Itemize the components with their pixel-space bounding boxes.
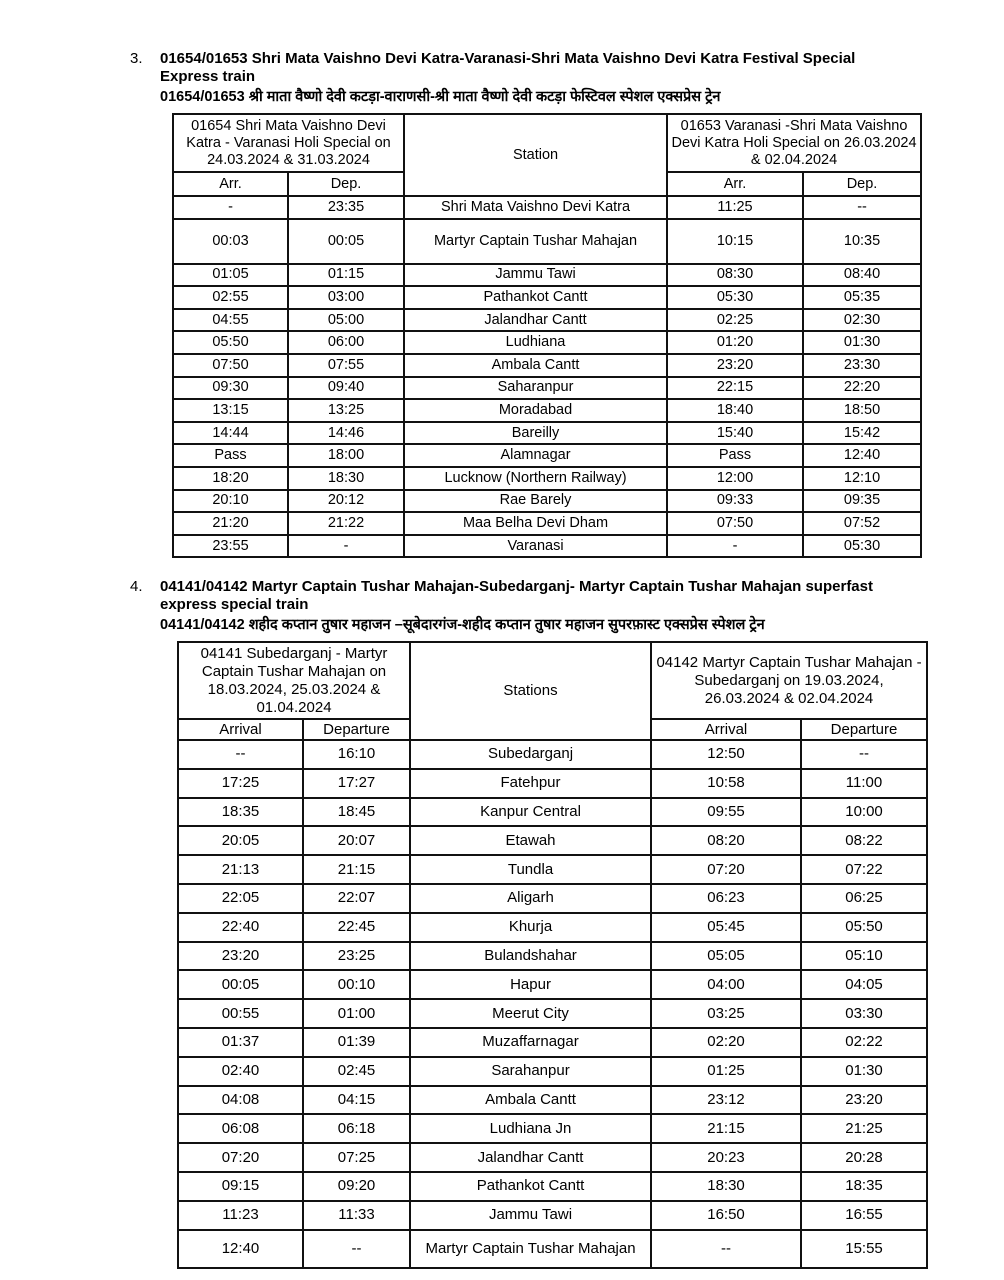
station-cell: Jalandhar Cantt — [410, 1143, 651, 1172]
arrival-cell: 04:55 — [173, 309, 288, 332]
table-row — [173, 377, 921, 400]
departure-cell: 10:35 — [803, 219, 921, 264]
table-row — [173, 354, 921, 377]
departure-cell: 22:20 — [803, 377, 921, 400]
arrival-cell: 22:05 — [178, 884, 303, 913]
arrival-cell: 21:13 — [178, 855, 303, 884]
departure-cell: 10:00 — [801, 798, 927, 827]
right-train-header: 04142 Martyr Captain Tushar Mahajan -Subedarganj on 19.03.2024, 26.03.2024 & 02.04.2024 — [651, 642, 927, 719]
departure-cell: 17:27 — [303, 769, 410, 798]
station-cell: Subedarganj — [410, 740, 651, 769]
departure-cell: 07:52 — [803, 512, 921, 535]
arrival-cell: 02:25 — [667, 309, 803, 332]
table-row — [173, 196, 921, 219]
arrival-cell: 02:55 — [173, 286, 288, 309]
departure-cell: 12:40 — [803, 444, 921, 467]
arrival-cell: 05:30 — [667, 286, 803, 309]
station-cell: Aligarh — [410, 884, 651, 913]
arrival-cell: 05:50 — [173, 331, 288, 354]
departure-cell: 02:45 — [303, 1057, 410, 1086]
table-row — [178, 999, 927, 1028]
arr-header: Arrival — [651, 719, 801, 740]
departure-cell: 05:50 — [801, 913, 927, 942]
dep-header: Dep. — [288, 172, 404, 196]
departure-cell: - — [288, 535, 404, 558]
table-row — [173, 264, 921, 287]
table-row — [178, 1057, 927, 1086]
station-cell: Pathankot Cantt — [404, 286, 667, 309]
station-cell: Martyr Captain Tushar Mahajan — [410, 1230, 651, 1268]
arrival-cell: 18:20 — [173, 467, 288, 490]
table-row — [178, 1086, 927, 1115]
arrival-cell: 04:00 — [651, 970, 801, 999]
station-cell: Khurja — [410, 913, 651, 942]
arrival-cell: 23:55 — [173, 535, 288, 558]
departure-cell: 01:30 — [803, 331, 921, 354]
departure-cell: 09:35 — [803, 490, 921, 513]
arrival-cell: Pass — [173, 444, 288, 467]
departure-cell: 06:00 — [288, 331, 404, 354]
station-cell: Jammu Tawi — [410, 1201, 651, 1230]
arrival-cell: 09:55 — [651, 798, 801, 827]
table-row — [173, 490, 921, 513]
arrival-cell: 18:35 — [178, 798, 303, 827]
arrival-cell: 12:40 — [178, 1230, 303, 1268]
table-row — [178, 913, 927, 942]
arrival-cell: - — [667, 535, 803, 558]
station-cell: Moradabad — [404, 399, 667, 422]
station-cell: Alamnagar — [404, 444, 667, 467]
station-cell: Muzaffarnagar — [410, 1028, 651, 1057]
table-row — [173, 467, 921, 490]
table-row — [178, 798, 927, 827]
dep-header: Departure — [303, 719, 410, 740]
arrival-cell: 22:40 — [178, 913, 303, 942]
station-cell: Martyr Captain Tushar Mahajan — [404, 219, 667, 264]
arrival-cell: 01:20 — [667, 331, 803, 354]
station-cell: Jalandhar Cantt — [404, 309, 667, 332]
dep-header: Dep. — [803, 172, 921, 196]
left-train-header: 01654 Shri Mata Vaishno Devi Katra - Varanasi Holi Special on 24.03.2024 & 31.03.2024 — [173, 114, 404, 172]
departure-cell: 01:00 — [303, 999, 410, 1028]
departure-cell: 13:25 — [288, 399, 404, 422]
table-row — [178, 970, 927, 999]
arrival-cell: 05:45 — [651, 913, 801, 942]
station-cell: Ludhiana Jn — [410, 1114, 651, 1143]
departure-cell: 23:25 — [303, 942, 410, 971]
table-row — [178, 1230, 927, 1268]
departure-cell: 05:30 — [803, 535, 921, 558]
station-cell: Sarahanpur — [410, 1057, 651, 1086]
station-cell: Bareilly — [404, 422, 667, 445]
arrival-cell: 02:40 — [178, 1057, 303, 1086]
right-train-header: 01653 Varanasi -Shri Mata Vaishno Devi Katra Holi Special on 26.03.2024 & 02.04.2024 — [667, 114, 921, 172]
station-cell: Etawah — [410, 826, 651, 855]
station-cell: Pathankot Cantt — [410, 1172, 651, 1201]
table-row — [178, 1114, 927, 1143]
departure-cell: 03:00 — [288, 286, 404, 309]
arrival-cell: 11:25 — [667, 196, 803, 219]
departure-cell: 08:22 — [801, 826, 927, 855]
station-cell: Ludhiana — [404, 331, 667, 354]
departure-cell: 07:55 — [288, 354, 404, 377]
station-cell: Jammu Tawi — [404, 264, 667, 287]
arrival-cell: - — [173, 196, 288, 219]
arrival-cell: 14:44 — [173, 422, 288, 445]
arrival-cell: 03:25 — [651, 999, 801, 1028]
departure-cell: 22:07 — [303, 884, 410, 913]
arrival-cell: 06:23 — [651, 884, 801, 913]
table-row — [173, 535, 921, 558]
departure-cell: 07:25 — [303, 1143, 410, 1172]
departure-cell: 05:00 — [288, 309, 404, 332]
dep-header: Departure — [801, 719, 927, 740]
departure-cell: 02:22 — [801, 1028, 927, 1057]
departure-cell: 21:25 — [801, 1114, 927, 1143]
departure-cell: 15:42 — [803, 422, 921, 445]
table-row — [178, 942, 927, 971]
arrival-cell: 20:23 — [651, 1143, 801, 1172]
arrival-cell: 07:20 — [178, 1143, 303, 1172]
arrival-cell: 05:05 — [651, 942, 801, 971]
arrival-cell: 10:15 — [667, 219, 803, 264]
departure-cell: 18:00 — [288, 444, 404, 467]
arrival-cell: 00:03 — [173, 219, 288, 264]
departure-cell: 09:20 — [303, 1172, 410, 1201]
departure-cell: -- — [803, 196, 921, 219]
table-row — [178, 826, 927, 855]
station-cell: Lucknow (Northern Railway) — [404, 467, 667, 490]
departure-cell: 14:46 — [288, 422, 404, 445]
departure-cell: 00:05 — [288, 219, 404, 264]
arrival-cell: -- — [178, 740, 303, 769]
table-row — [178, 1201, 927, 1230]
station-cell: Saharanpur — [404, 377, 667, 400]
departure-cell: 23:35 — [288, 196, 404, 219]
table-row — [178, 855, 927, 884]
arrival-cell: 12:00 — [667, 467, 803, 490]
section-title-hindi: 01654/01653 श्री माता वैष्णो देवी कटड़ा-वाराणसी-श्री माता वैष्णो देवी कटड़ा फेस्टिवल स्पेशल एक्सप्रेस ट्रेन — [160, 89, 721, 105]
departure-cell: 15:55 — [801, 1230, 927, 1268]
arrival-cell: 07:50 — [173, 354, 288, 377]
table-row — [178, 1172, 927, 1201]
section-title: 04141/04142 Martyr Captain Tushar Mahajan-Subedarganj- Martyr Captain Tushar Mahajan superfast express special train — [160, 578, 873, 613]
departure-cell: 04:15 — [303, 1086, 410, 1115]
departure-cell: 11:33 — [303, 1201, 410, 1230]
arrival-cell: 11:23 — [178, 1201, 303, 1230]
table-row — [173, 422, 921, 445]
section-4-heading — [130, 578, 950, 634]
departure-cell: 00:10 — [303, 970, 410, 999]
departure-cell: 23:20 — [801, 1086, 927, 1115]
section-3-heading — [130, 50, 950, 106]
table-row — [173, 331, 921, 354]
table-row — [173, 219, 921, 264]
arrival-cell: 09:33 — [667, 490, 803, 513]
departure-cell: 07:22 — [801, 855, 927, 884]
table-row — [178, 1143, 927, 1172]
departure-cell: 20:07 — [303, 826, 410, 855]
departure-cell: 08:40 — [803, 264, 921, 287]
departure-cell: 05:35 — [803, 286, 921, 309]
departure-cell: 01:39 — [303, 1028, 410, 1057]
arrival-cell: 07:50 — [667, 512, 803, 535]
departure-cell: 04:05 — [801, 970, 927, 999]
timetable-body — [173, 196, 921, 557]
arrival-cell: 23:12 — [651, 1086, 801, 1115]
arr-header: Arr. — [667, 172, 803, 196]
arrival-cell: 08:20 — [651, 826, 801, 855]
departure-cell: 20:28 — [801, 1143, 927, 1172]
table-row — [173, 512, 921, 535]
arrival-cell: 23:20 — [178, 942, 303, 971]
departure-cell: 03:30 — [801, 999, 927, 1028]
station-cell: Rae Barely — [404, 490, 667, 513]
table-row — [173, 399, 921, 422]
arrival-cell: 00:55 — [178, 999, 303, 1028]
arrival-cell: 01:05 — [173, 264, 288, 287]
departure-cell: 06:18 — [303, 1114, 410, 1143]
table-row — [178, 740, 927, 769]
table-row — [178, 769, 927, 798]
timetable-body — [178, 740, 927, 1268]
departure-cell: 16:10 — [303, 740, 410, 769]
departure-cell: 18:30 — [288, 467, 404, 490]
table-row — [173, 286, 921, 309]
arr-header: Arrival — [178, 719, 303, 740]
arr-header: Arr. — [173, 172, 288, 196]
departure-cell: 22:45 — [303, 913, 410, 942]
arrival-cell: 23:20 — [667, 354, 803, 377]
arrival-cell: 13:15 — [173, 399, 288, 422]
arrival-cell: -- — [651, 1230, 801, 1268]
arrival-cell: 20:05 — [178, 826, 303, 855]
departure-cell: 11:00 — [801, 769, 927, 798]
departure-cell: -- — [303, 1230, 410, 1268]
arrival-cell: 10:58 — [651, 769, 801, 798]
departure-cell: 06:25 — [801, 884, 927, 913]
station-cell: Meerut City — [410, 999, 651, 1028]
station-cell: Tundla — [410, 855, 651, 884]
arrival-cell: 01:25 — [651, 1057, 801, 1086]
arrival-cell: 22:15 — [667, 377, 803, 400]
station-cell: Ambala Cantt — [404, 354, 667, 377]
arrival-cell: 04:08 — [178, 1086, 303, 1115]
arrival-cell: 12:50 — [651, 740, 801, 769]
departure-cell: -- — [801, 740, 927, 769]
station-cell: Varanasi — [404, 535, 667, 558]
arrival-cell: 20:10 — [173, 490, 288, 513]
left-train-header: 04141 Subedarganj - Martyr Captain Tushar Mahajan on 18.03.2024, 25.03.2024 & 01.04.2024 — [178, 642, 410, 719]
section-title: 01654/01653 Shri Mata Vaishno Devi Katra-Varanasi-Shri Mata Vaishno Devi Katra Festival Special Express train — [160, 50, 856, 85]
table-row — [178, 884, 927, 913]
arrival-cell: 16:50 — [651, 1201, 801, 1230]
arrival-cell: 01:37 — [178, 1028, 303, 1057]
arrival-cell: 18:30 — [651, 1172, 801, 1201]
arrival-cell: 07:20 — [651, 855, 801, 884]
station-cell: Hapur — [410, 970, 651, 999]
station-header: Station — [404, 114, 667, 196]
timetable-01654-01653 — [172, 113, 922, 558]
departure-cell: 23:30 — [803, 354, 921, 377]
departure-cell: 12:10 — [803, 467, 921, 490]
arrival-cell: Pass — [667, 444, 803, 467]
station-cell: Shri Mata Vaishno Devi Katra — [404, 196, 667, 219]
arrival-cell: 02:20 — [651, 1028, 801, 1057]
departure-cell: 16:55 — [801, 1201, 927, 1230]
station-cell: Ambala Cantt — [410, 1086, 651, 1115]
table-row — [173, 444, 921, 467]
arrival-cell: 09:15 — [178, 1172, 303, 1201]
station-cell: Maa Belha Devi Dham — [404, 512, 667, 535]
arrival-cell: 15:40 — [667, 422, 803, 445]
section-number: 4. — [130, 578, 143, 595]
departure-cell: 05:10 — [801, 942, 927, 971]
arrival-cell: 21:20 — [173, 512, 288, 535]
departure-cell: 18:45 — [303, 798, 410, 827]
departure-cell: 21:15 — [303, 855, 410, 884]
arrival-cell: 08:30 — [667, 264, 803, 287]
table-row — [173, 309, 921, 332]
station-header: Stations — [410, 642, 651, 740]
station-cell: Kanpur Central — [410, 798, 651, 827]
departure-cell: 18:50 — [803, 399, 921, 422]
station-cell: Bulandshahar — [410, 942, 651, 971]
station-cell: Fatehpur — [410, 769, 651, 798]
departure-cell: 02:30 — [803, 309, 921, 332]
arrival-cell: 09:30 — [173, 377, 288, 400]
departure-cell: 20:12 — [288, 490, 404, 513]
arrival-cell: 06:08 — [178, 1114, 303, 1143]
arrival-cell: 00:05 — [178, 970, 303, 999]
departure-cell: 09:40 — [288, 377, 404, 400]
arrival-cell: 17:25 — [178, 769, 303, 798]
timetable-04141-04142 — [177, 641, 928, 1269]
section-title-hindi: 04141/04142 शहीद कप्तान तुषार महाजन –सूबेदारगंज-शहीद कप्तान तुषार महाजन सुपरफ़ास्ट एक्सप्रेस स्पेशल ट्रेन — [160, 617, 765, 633]
departure-cell: 18:35 — [801, 1172, 927, 1201]
arrival-cell: 18:40 — [667, 399, 803, 422]
arrival-cell: 21:15 — [651, 1114, 801, 1143]
table-row — [178, 1028, 927, 1057]
departure-cell: 01:15 — [288, 264, 404, 287]
departure-cell: 21:22 — [288, 512, 404, 535]
section-number: 3. — [130, 50, 143, 67]
departure-cell: 01:30 — [801, 1057, 927, 1086]
